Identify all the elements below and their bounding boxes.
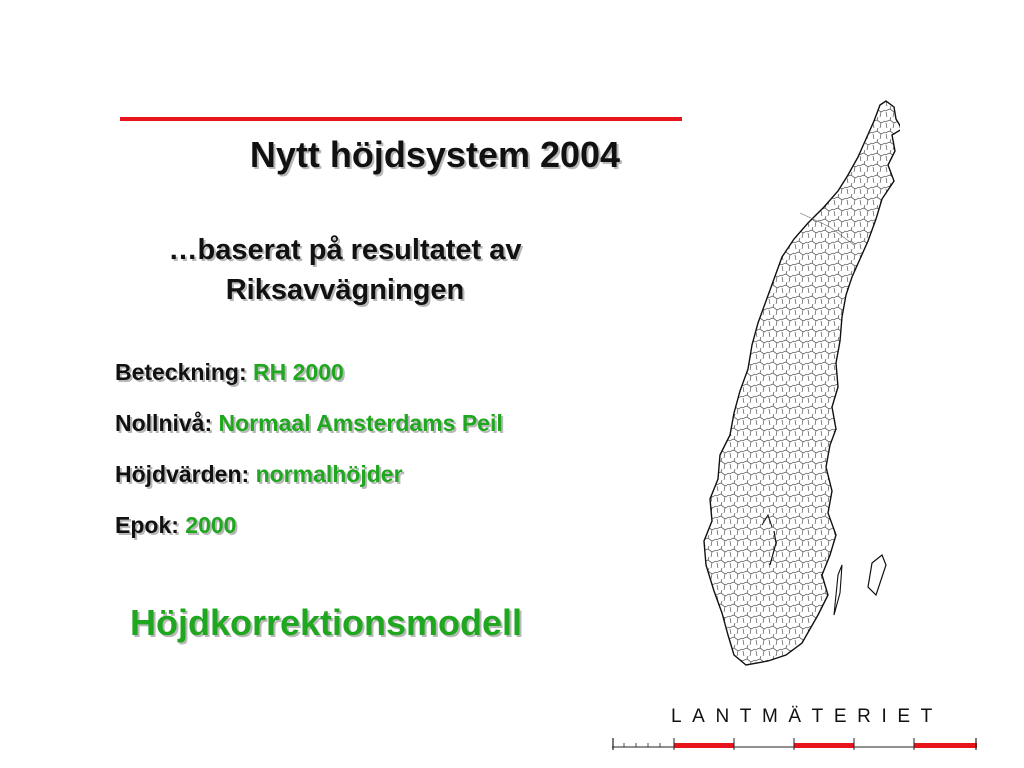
row-label: Beteckning: [115,359,247,385]
row-label: Epok: [115,512,179,538]
title-rule [120,117,682,121]
row-value: 2000 [185,512,237,538]
row-value: RH 2000 [253,359,344,385]
model-heading: Höjdkorrektionsmodell [130,602,523,643]
row-epok [115,512,236,539]
row-value: Normaal Amsterdams Peil [218,410,503,436]
slide-subtitle [110,230,580,310]
row-value: normalhöjder [255,461,403,487]
lantmateriet-logo-text: LANTMÄTERIET [671,706,943,727]
row-label: Höjdvärden: [115,461,250,487]
subtitle-line-1: …baserat på resultatet av [168,234,522,266]
row-hojdvarden [115,461,403,488]
row-label: Nollnivå: [115,410,213,436]
slide-title: Nytt höjdsystem 2004 [249,134,621,175]
row-nollniva [115,410,503,437]
logo-scale-bar [612,738,977,750]
subtitle-line-2: Riksavvägningen [225,274,465,306]
row-beteckning [115,359,344,386]
sweden-map-image [690,95,900,675]
